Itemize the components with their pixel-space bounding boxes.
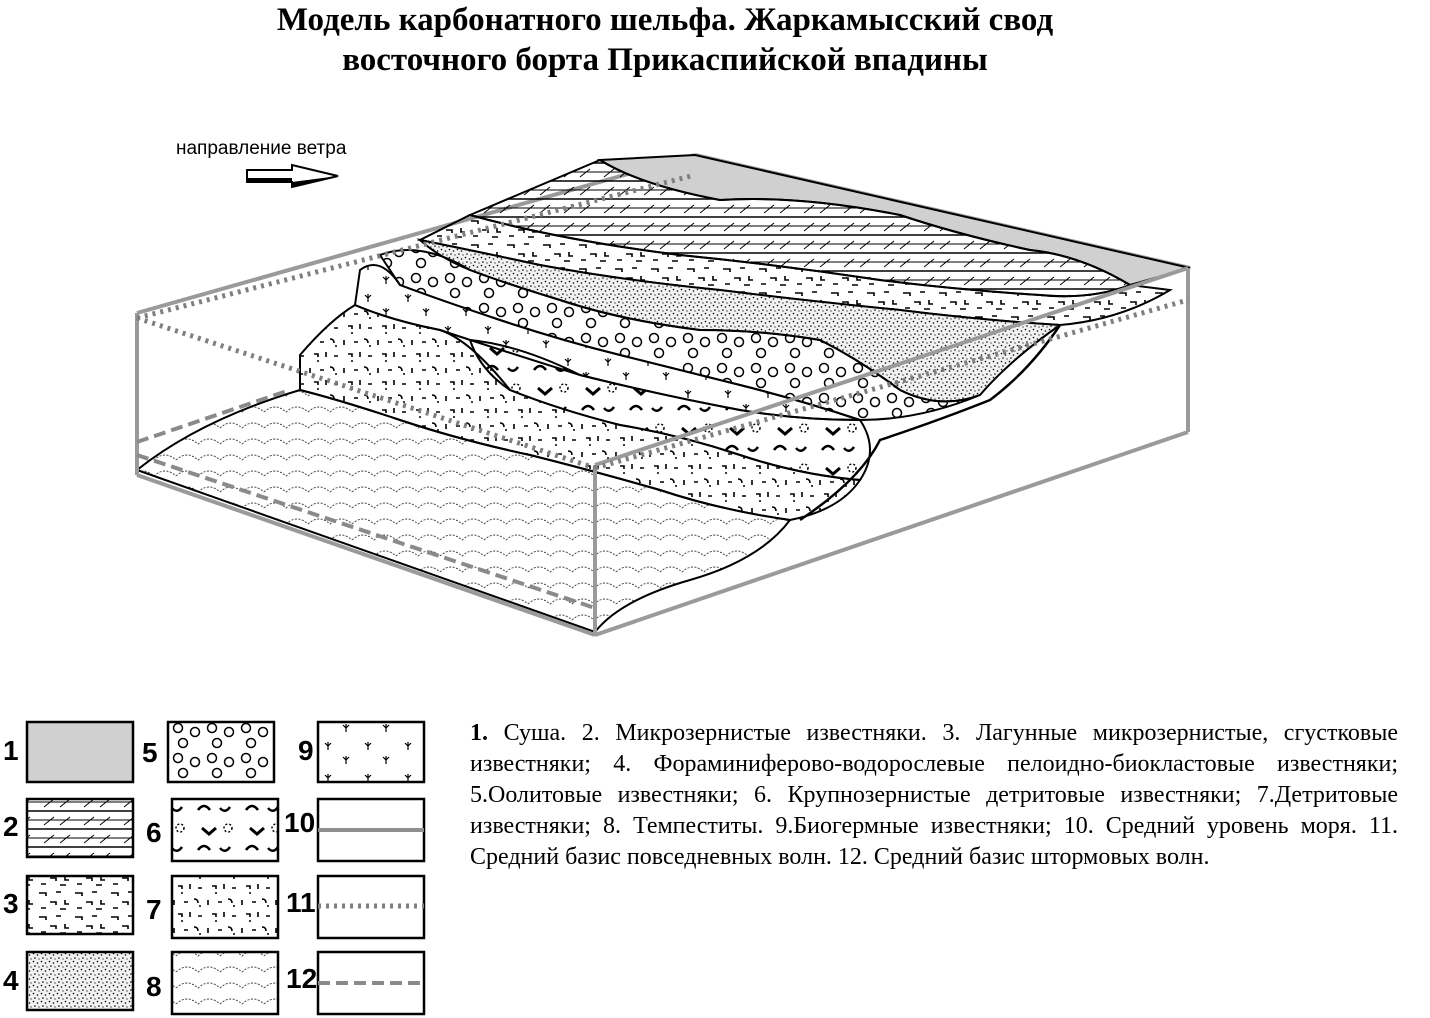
legend-swatch-4 xyxy=(27,952,133,1010)
legend-caption xyxy=(470,718,1398,873)
wind-direction-label: направление ветра xyxy=(176,138,347,159)
legend-number-5: 5 xyxy=(142,737,158,768)
legend-number-10: 10 xyxy=(284,807,316,838)
legend-number-12: 12 xyxy=(286,963,318,994)
legend-number-4: 4 xyxy=(3,965,19,996)
wind-arrow-icon xyxy=(247,165,338,187)
legend-number-9: 9 xyxy=(298,735,314,766)
title-line-2: восточного борта Прикаспийской впадины xyxy=(342,42,988,78)
legend-number-6: 6 xyxy=(146,817,162,848)
legend-swatch-3 xyxy=(27,876,133,934)
legend-swatch-1 xyxy=(27,722,133,782)
legend xyxy=(27,722,424,1014)
legend-number-2: 2 xyxy=(3,811,19,842)
caption-text: Суша. 2. Микрозернистые известняки. 3. Лагунные микрозернистые, сгустковые известняки; 4. Фораминиферово-водорослевые пелоидно-биокластовые известняки; 5.Оолитовые известняки; 6. Крупнозернистые детритовые известняки; 7.Детритовые известняки; 8. Темпеститы. 9.Биогермные известняки; 10. Средний уровень моря. 11. Средний базис повседневных волн. 12. Средний базис штормовых волн. xyxy=(470,720,1398,870)
title-line-1: Модель карбонатного шельфа. Жаркамысский свод xyxy=(276,2,1054,38)
legend-swatch-6 xyxy=(172,799,278,861)
legend-swatch-9 xyxy=(318,722,424,782)
legend-swatch-2 xyxy=(27,799,133,857)
legend-swatch-7 xyxy=(172,876,278,938)
legend-number-7: 7 xyxy=(146,894,162,925)
legend-swatch-5 xyxy=(168,722,274,782)
legend-number-1: 1 xyxy=(3,735,19,766)
legend-number-11: 11 xyxy=(286,887,316,918)
legend-number-3: 3 xyxy=(3,888,19,919)
caption-lead: 1. xyxy=(470,720,488,746)
legend-swatch-8 xyxy=(172,952,278,1014)
legend-number-8: 8 xyxy=(146,971,162,1002)
